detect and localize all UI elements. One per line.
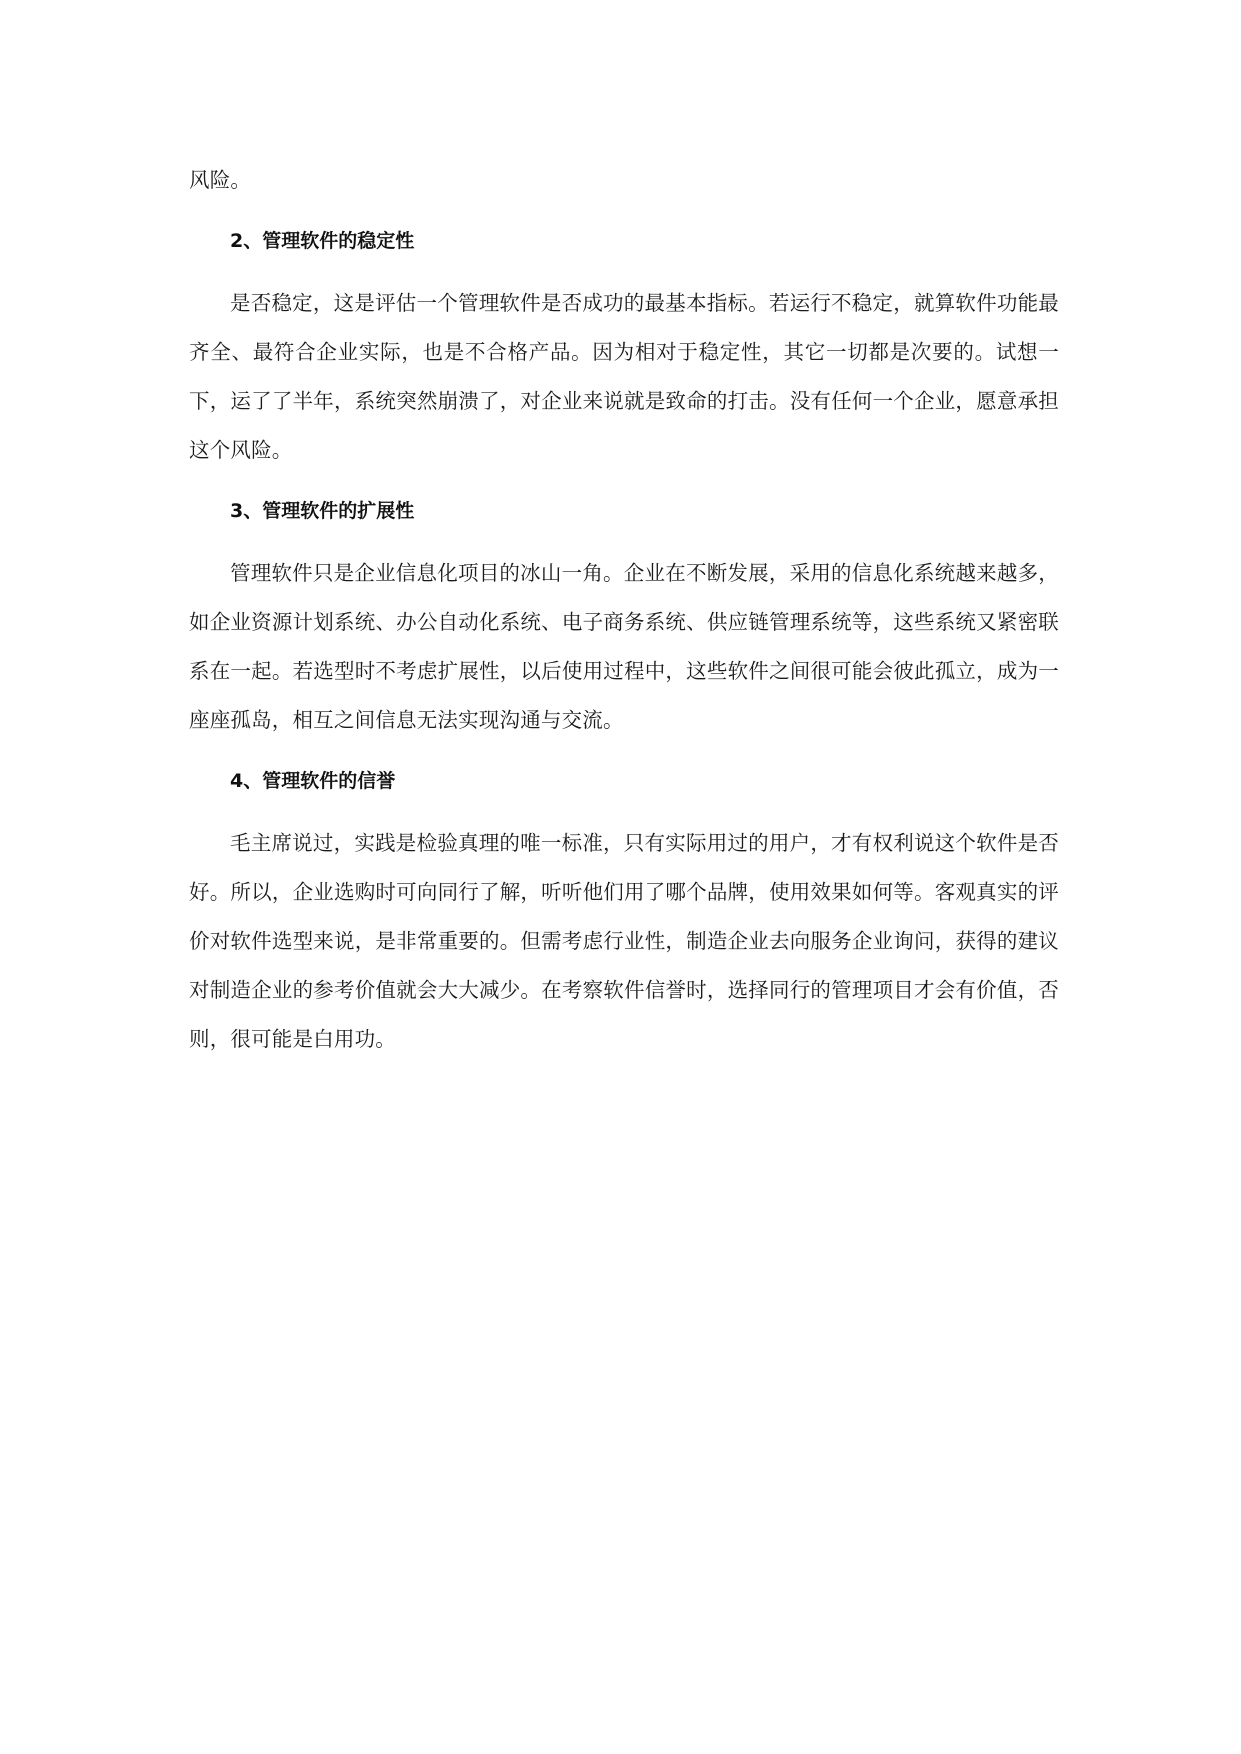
section-body-reputation: 毛主席说过，实践是检验真理的唯一标准，只有实际用过的用户，才有权利说这个软件是否好。所以，企业选购时可向同行了解，听听他们用了哪个品牌，使用效果如何等。客观真实的评价对软件选型来说，是非常重要的。但需考虑行业性，制造企业去向服务企业询问，获得的建议对制造企业的参考价值就会大大减少。在考察软件信誉时，选择同行的管理项目才会有价值，否则，很可能是白用功。 <box>189 831 1059 1051</box>
section-heading-extensibility: 3、管理软件的扩展性 <box>230 500 415 522</box>
document-body <box>189 156 1059 1064</box>
intro-paragraph-tail: 风险。 <box>189 168 252 192</box>
section-body-extensibility: 管理软件只是企业信息化项目的冰山一角。企业在不断发展，采用的信息化系统越来越多，如企业资源计划系统、办公自动化系统、电子商务系统、供应链管理系统等，这些系统又紧密联系在一起。若选型时不考虑扩展性，以后使用过程中，这些软件之间很可能会彼此孤立，成为一座座孤岛，相互之间信息无法实现沟通与交流。 <box>189 561 1059 732</box>
section-body-stability: 是否稳定，这是评估一个管理软件是否成功的最基本指标。若运行不稳定，就算软件功能最齐全、最符合企业实际，也是不合格产品。因为相对于稳定性，其它一切都是次要的。试想一下，运了了半年，系统突然崩溃了，对企业来说就是致命的打击。没有任何一个企业，愿意承担这个风险。 <box>189 291 1059 462</box>
section-heading-stability: 2、管理软件的稳定性 <box>230 230 415 252</box>
section-heading-reputation: 4、管理软件的信誉 <box>230 770 396 792</box>
